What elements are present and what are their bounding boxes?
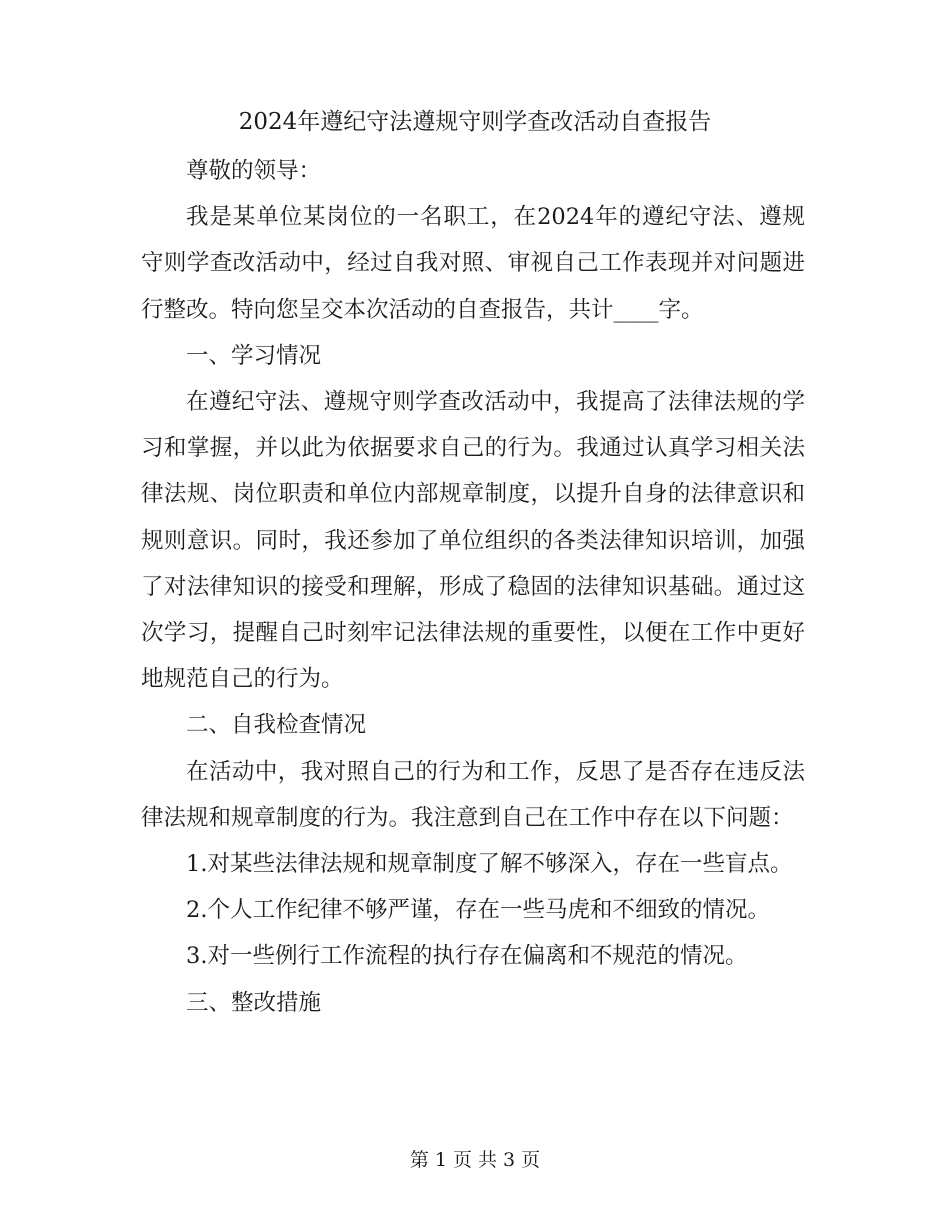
section-heading-study: 一、学习情况 xyxy=(186,342,322,369)
self-check-paragraph: 在活动中，我对照自己的行为和工作，反思了是否存在违反法律法规和规章制度的行为。我注意到自己在工作中存在以下问题： xyxy=(141,758,805,831)
study-paragraph: 在遵纪守法、遵规守则学查改活动中，我提高了法律法规的学习和掌握，并以此为依据要求自己的行为。我通过认真学习相关法律法规、岗位职责和单位内部规章制度，以提升自身的法律意识和规则意识。同时，我还参加了单位组织的各类法律知识培训，加强了对法律知识的接受和理解，形成了稳固的法律知识基础。通过这次学习，提醒自己时刻牢记法律法规的重要性，以便在工作中更好地规范自己的行为。 xyxy=(141,389,805,693)
document-body xyxy=(141,148,805,1026)
document-title: 2024年遵纪守法遵规守则学查改活动自查报告 xyxy=(238,109,712,135)
section-heading-rectification: 三、整改措施 xyxy=(186,989,322,1016)
issue-item-2: 2.个人工作纪律不够严谨，存在一些马虎和不细致的情况。 xyxy=(186,897,770,924)
salutation: 尊敬的领导： xyxy=(186,158,322,184)
issue-item-3: 3.对一些例行工作流程的执行存在偏离和不规范的情况。 xyxy=(186,943,748,970)
issue-item-1: 1.对某些法律法规和规章制度了解不够深入，存在一些盲点。 xyxy=(186,851,793,878)
section-heading-self-check: 二、自我检查情况 xyxy=(186,712,367,739)
intro-paragraph: 我是某单位某岗位的一名职工，在2024年的遵纪守法、遵规守则学查改活动中，经过自我对照、审视自己工作表现并对问题进行整改。特向您呈交本次活动的自查报告，共计____字。 xyxy=(141,204,805,323)
page-number-footer: 第 1 页 共 3 页 xyxy=(409,1149,541,1171)
